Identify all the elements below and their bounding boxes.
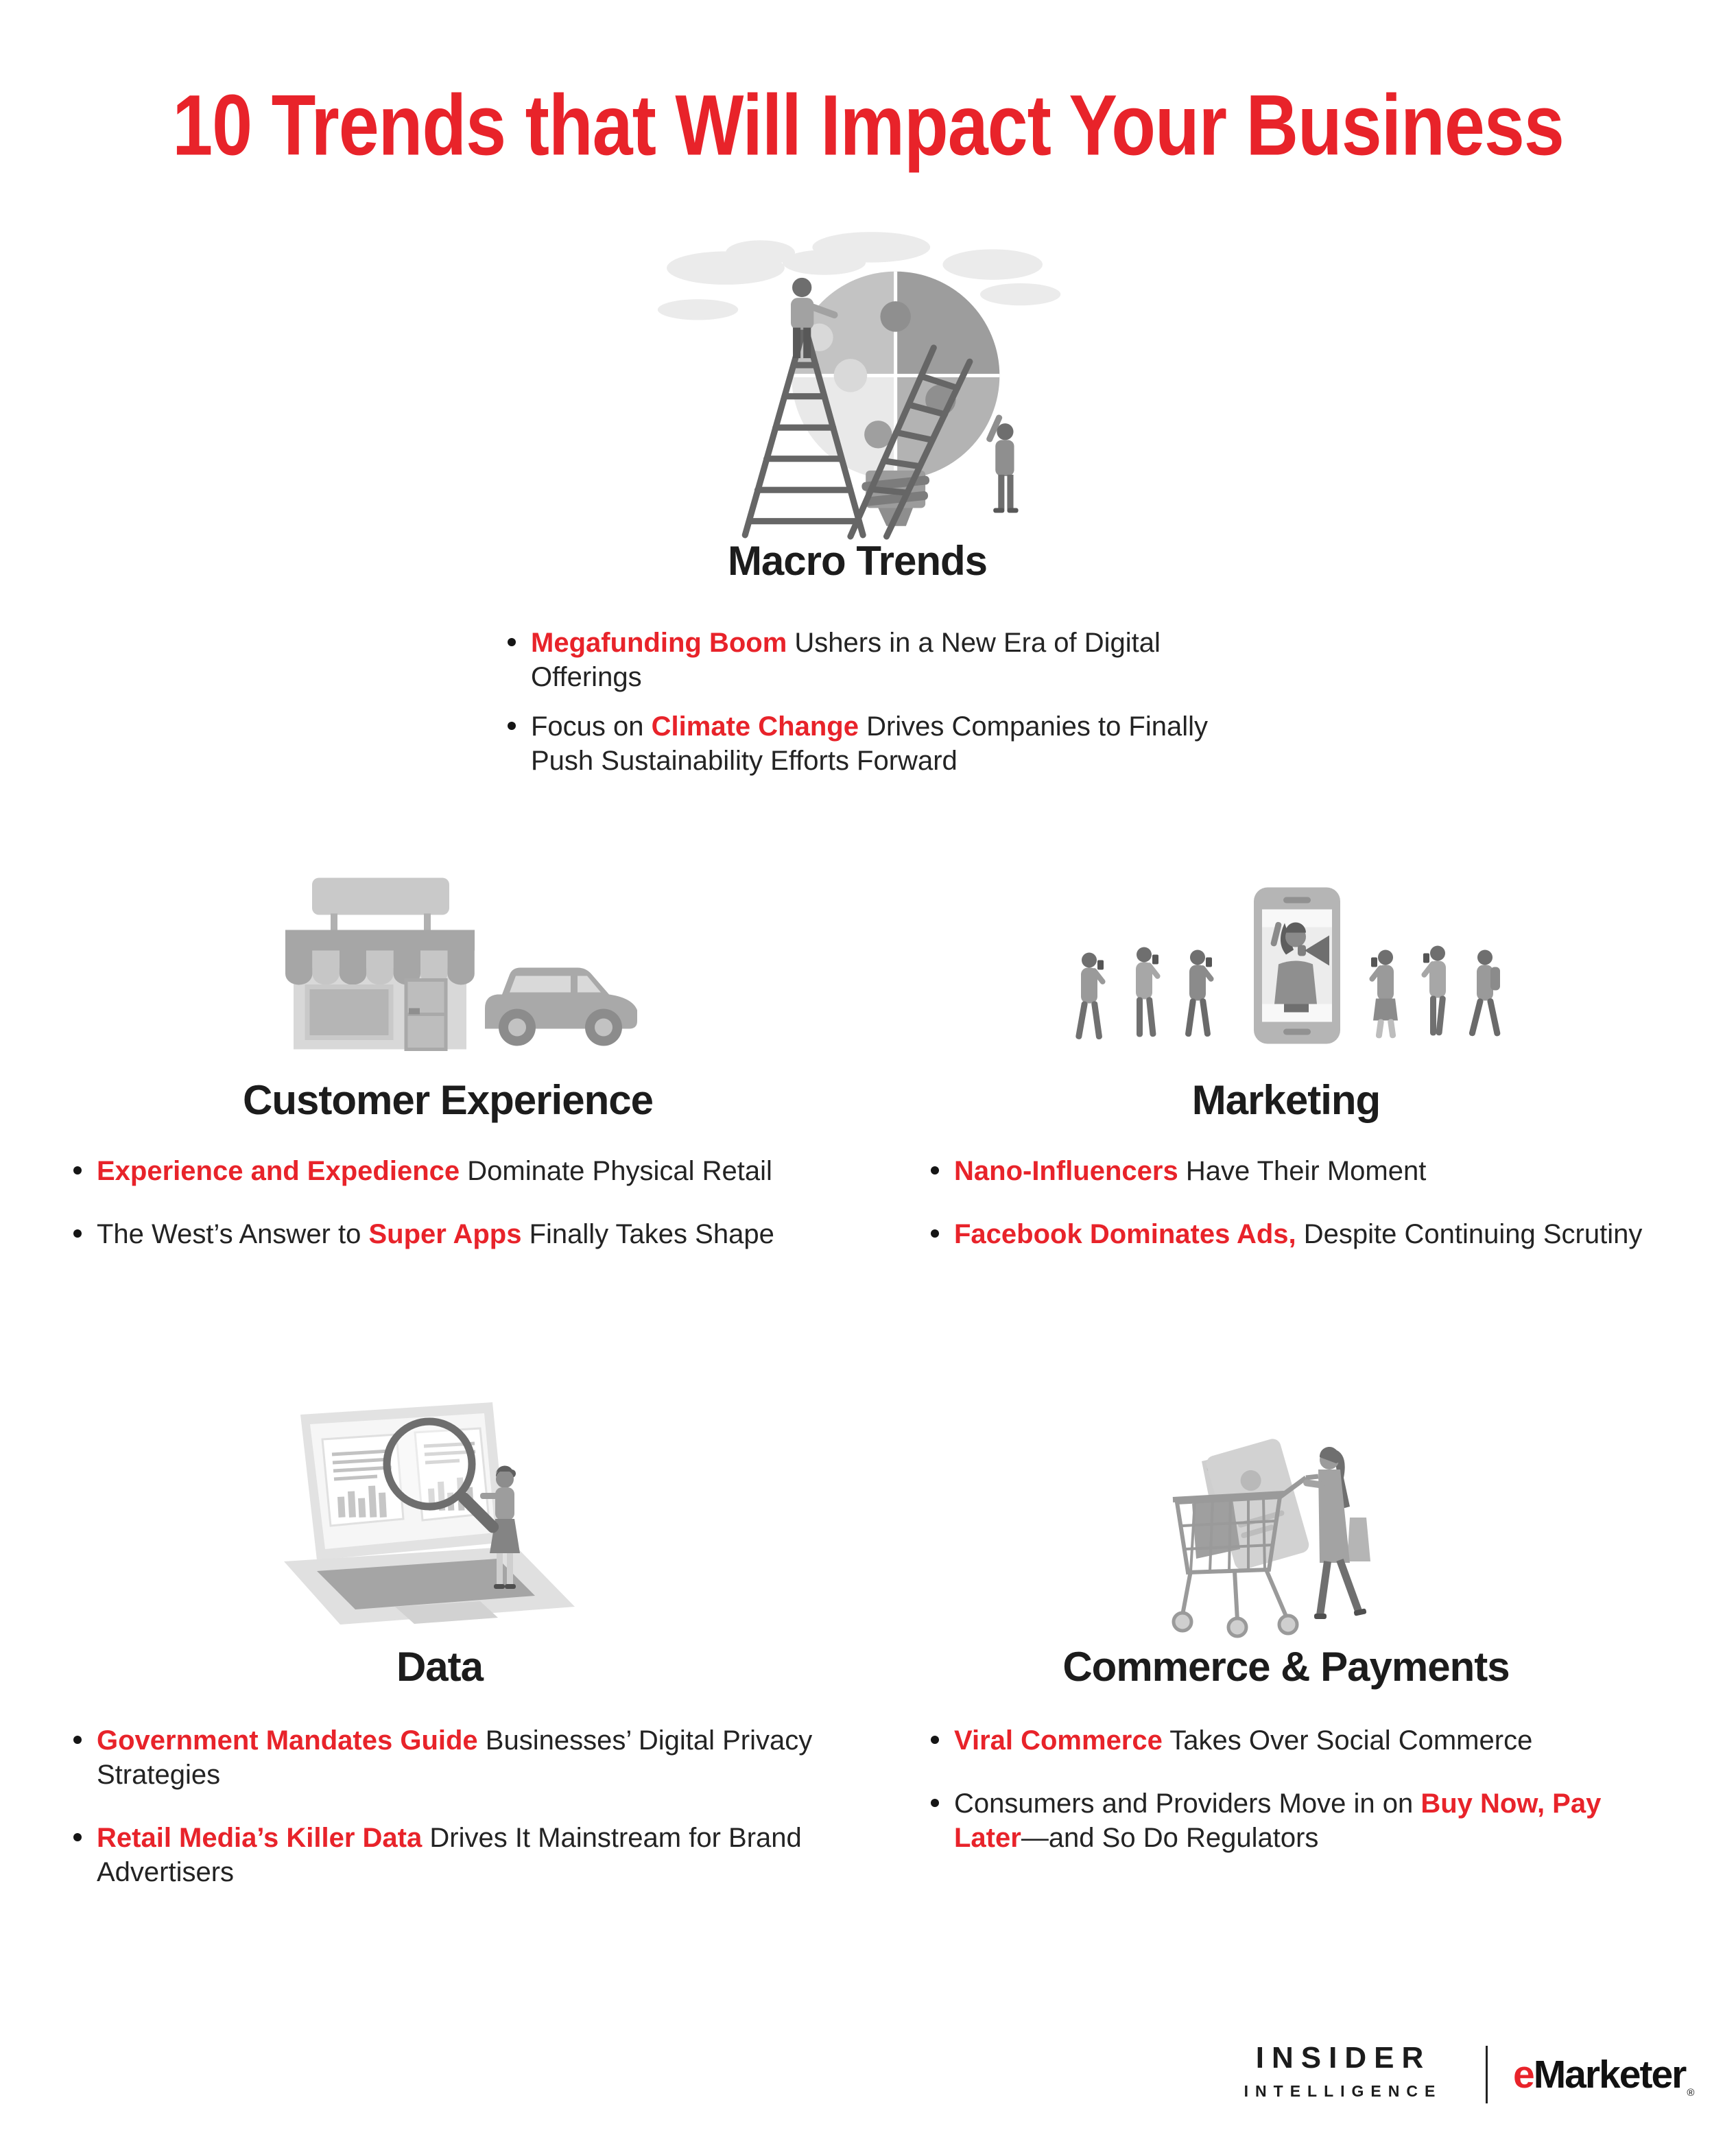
car-icon bbox=[485, 968, 637, 1046]
influencer-crowd-icon bbox=[1056, 882, 1509, 1052]
bullet-text: —and So Do Regulators bbox=[1021, 1823, 1319, 1853]
person-with-phone-icon bbox=[1420, 946, 1446, 1036]
bullet-text: Businesses’ Digital Privacy Strategies bbox=[97, 1725, 813, 1790]
bullet-text: Drives It Mainstream for Brand Advertisers bbox=[97, 1823, 802, 1887]
laptop-analysis-icon bbox=[274, 1397, 584, 1627]
registered-trademark-icon: ® bbox=[1687, 2087, 1695, 2099]
section-heading-marketing: Marketing bbox=[1191, 1077, 1381, 1123]
shopping-cart-shopper-icon bbox=[1152, 1415, 1387, 1647]
bullet-highlight: Megafunding Boom bbox=[531, 628, 787, 658]
section-heading-commerce-payments: Commerce & Payments bbox=[1062, 1644, 1510, 1690]
storefront-car-icon bbox=[247, 873, 658, 1057]
emarketer-logo-name: Marketer bbox=[1533, 2053, 1686, 2097]
bullet-text: Consumers and Providers Move in on bbox=[954, 1789, 1421, 1819]
bullet-text: Despite Continuing Scrutiny bbox=[1296, 1219, 1643, 1249]
page-title: 10 Trends that Will Impact Your Business bbox=[172, 78, 1564, 174]
section-heading-macro-trends: Macro Trends bbox=[727, 538, 988, 584]
bullet-highlight: Super Apps bbox=[368, 1219, 522, 1249]
bullet-item bbox=[71, 1821, 832, 1889]
bullet-highlight: Climate Change bbox=[651, 711, 859, 742]
bullet-highlight: Facebook Dominates Ads, bbox=[954, 1219, 1296, 1249]
bullet-highlight: Nano-Influencers bbox=[954, 1156, 1178, 1186]
macro-trends-illustration bbox=[641, 226, 1067, 542]
person-with-backpack-icon bbox=[1469, 950, 1501, 1037]
bullet-item bbox=[928, 1154, 1717, 1188]
bullet-item bbox=[71, 1154, 853, 1188]
shopper-icon bbox=[1303, 1447, 1370, 1619]
section-heading-customer-experience: Customer Experience bbox=[243, 1077, 653, 1123]
bullet-item bbox=[928, 1217, 1717, 1251]
bullet-highlight: Viral Commerce bbox=[954, 1725, 1163, 1756]
storefront-icon bbox=[285, 878, 475, 1050]
bullet-list-marketing bbox=[928, 1154, 1717, 1280]
bullet-highlight: Buy Now, Pay Later bbox=[954, 1789, 1602, 1853]
person-with-phone-icon bbox=[1075, 953, 1106, 1040]
bullet-text: Ushers in a New Era of Digital Offerings bbox=[531, 628, 1161, 692]
emarketer-logo bbox=[1513, 2053, 1695, 2099]
bullet-list-commerce-payments bbox=[928, 1723, 1655, 1884]
bullet-text: Focus on bbox=[531, 711, 652, 742]
bullet-list-macro-trends bbox=[505, 626, 1246, 793]
person-with-phone-icon bbox=[1368, 950, 1398, 1039]
commerce-payments-illustration bbox=[1152, 1415, 1387, 1647]
insider-logo-line2: INTELLIGENCE bbox=[1244, 2082, 1442, 2100]
bullet-text: Drives Companies to Finally Push Sustainability Efforts Forward bbox=[531, 711, 1209, 776]
customer-experience-illustration bbox=[247, 873, 658, 1057]
marketing-illustration bbox=[1056, 882, 1509, 1052]
bullet-text: Takes Over Social Commerce bbox=[1162, 1725, 1533, 1756]
bullet-text: Dominate Physical Retail bbox=[460, 1156, 772, 1186]
bullet-text: The West’s Answer to bbox=[97, 1219, 369, 1249]
data-illustration bbox=[274, 1397, 584, 1627]
bullet-item bbox=[71, 1217, 853, 1251]
bullet-item bbox=[928, 1786, 1655, 1855]
bullet-highlight: Government Mandates Guide bbox=[97, 1725, 478, 1756]
person-reaching-icon bbox=[986, 414, 1019, 512]
bullet-highlight: Retail Media’s Killer Data bbox=[97, 1823, 423, 1853]
bullet-text: Have Their Moment bbox=[1178, 1156, 1427, 1186]
bullet-item bbox=[505, 709, 1246, 778]
lightbulb-puzzle-icon bbox=[641, 226, 1067, 542]
person-with-phone-icon bbox=[1136, 947, 1161, 1037]
bullet-list-data bbox=[71, 1723, 832, 1918]
bullet-text: Finally Takes Shape bbox=[521, 1219, 774, 1249]
person-with-phone-icon bbox=[1185, 950, 1215, 1037]
footer-logo-divider bbox=[1486, 2046, 1488, 2103]
insider-intelligence-logo bbox=[1226, 2043, 1453, 2099]
bullet-list-customer-experience bbox=[71, 1154, 853, 1280]
bullet-item bbox=[505, 626, 1246, 694]
emarketer-logo-e: e bbox=[1513, 2053, 1534, 2097]
bullet-highlight: Experience and Expedience bbox=[97, 1156, 460, 1186]
insider-logo-line1: INSIDER bbox=[1255, 2041, 1431, 2075]
section-heading-data: Data bbox=[396, 1644, 484, 1690]
bullet-item bbox=[71, 1723, 832, 1792]
bullet-item bbox=[928, 1723, 1655, 1758]
